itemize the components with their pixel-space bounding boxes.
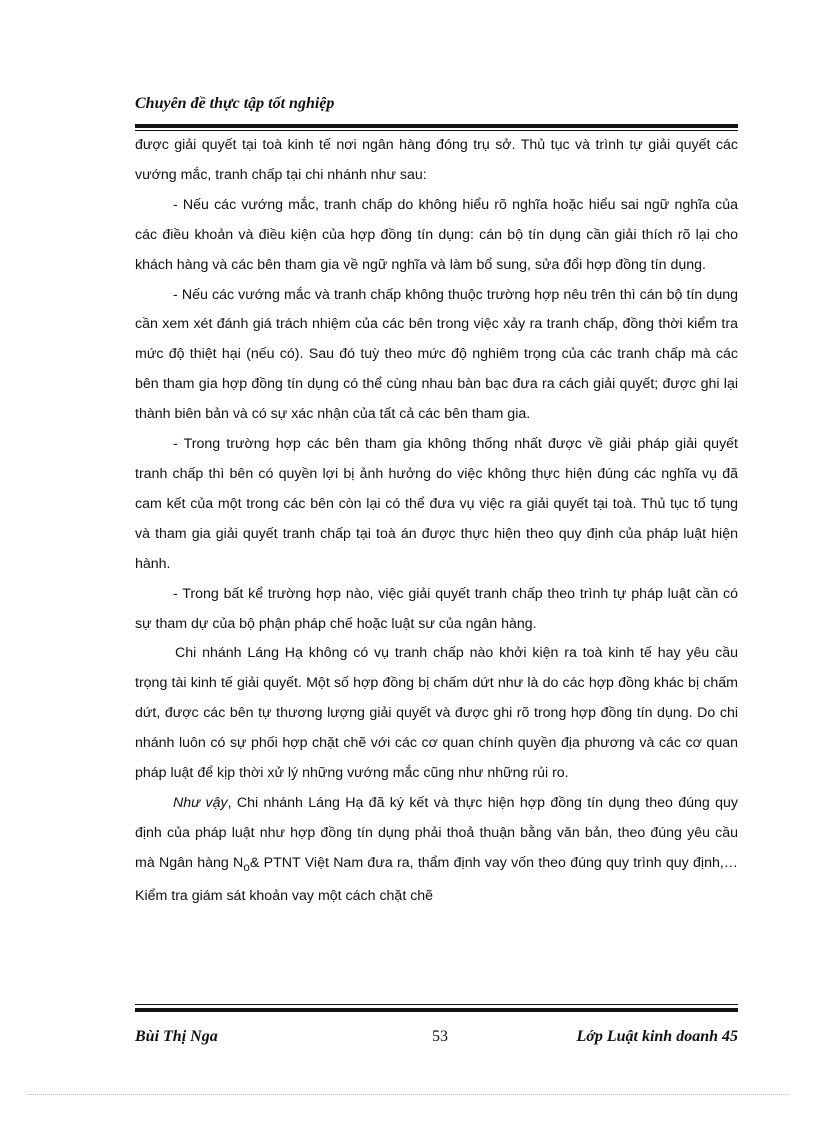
paragraph-3: - Nếu các vướng mắc và tranh chấp không thuộc trường hợp nêu trên thì cán bộ tín dụng cần xem xét đánh giá trách nhiệm của các bên trong việc xảy ra tranh chấp, đồng thời kiểm tra mức độ thiệt hại (nếu có). Sau đó tuỳ theo mức độ nghiêm trọng của các tranh chấp mà các bên tham gia hợp đồng tín dụng có thể cùng nhau bàn bạc đưa ra cách giải quyết; được ghi lại thành biên bản và có sự xác nhận của tất cả các bên tham gia. xyxy=(135,286,738,423)
footer-rule-thick xyxy=(135,1008,738,1012)
paragraph-1: được giải quyết tại toà kinh tế nơi ngân hàng đóng trụ sở. Thủ tục và trình tự giải quyết các vướng mắc, tranh chấp tại chi nhánh như sau: xyxy=(135,137,738,183)
page-edge-divider xyxy=(28,1094,788,1095)
page-header-title: Chuyên đề thực tập tốt nghiệp xyxy=(135,95,335,112)
document-body xyxy=(135,131,738,912)
paragraph-7-text-a: , Chi nhánh Láng Hạ đã ký kết và thực hiện hợp đồng tín dụng theo đúng quy định của pháp luật như hợp đồng tín dụng phải thoả thuận bằng văn bản, theo đúng yêu cầu mà Ngân hàng N xyxy=(135,794,738,871)
paragraph-6: Chi nhánh Láng Hạ không có vụ tranh chấp nào khởi kiện ra toà kinh tế hay yêu cầu trọng tài kinh tế giải quyết. Một số hợp đồng bị chấm dứt như là do các hợp đồng khác bị chấm dứt, được các bên tự thương lượng giải quyết và được ghi rõ trong hợp đồng tín dụng. Do chi nhánh luôn có sự phối hợp chặt chẽ với các cơ quan chính quyền địa phương và các cơ quan pháp luật để kịp thời xử lý những vướng mắc cũng như những rủi ro. xyxy=(135,645,738,782)
emphasis-nhu-vay: Như vậy xyxy=(173,794,228,811)
footer-author: Bùi Thị Nga xyxy=(135,1028,218,1045)
footer-rule-thin xyxy=(135,1004,738,1005)
footer-class-name: Lớp Luật kinh doanh 45 xyxy=(576,1028,738,1045)
paragraph-2: - Nếu các vướng mắc, tranh chấp do không hiểu rõ nghĩa hoặc hiểu sai ngữ nghĩa của các điều khoản và điều kiện của hợp đồng tín dụng: cán bộ tín dụng cần giải thích rõ lại cho khách hàng và các bên tham gia về ngữ nghĩa và làm bổ sung, sửa đổi hợp đồng tín dụng. xyxy=(135,196,738,273)
paragraph-5: - Trong bất kể trường hợp nào, việc giải quyết tranh chấp theo trình tự pháp luật cần có sự tham dự của bộ phận pháp chế hoặc luật sư của ngân hàng. xyxy=(135,585,738,632)
footer-page-number: 53 xyxy=(432,1028,448,1045)
paragraph-7-text-b: & PTNT Việt Nam đưa ra, thẩm định vay vốn theo đúng quy trình quy định,…Kiểm tra giám sát khoản vay một cách chặt chẽ xyxy=(135,854,738,905)
paragraph-4: - Trong trường hợp các bên tham gia không thống nhất được về giải pháp giải quyết tranh chấp thì bên có quyền lợi bị ảnh hưởng do việc không thực hiện đúng các nghĩa vụ đã cam kết của một trong các bên còn lại có thể đưa vụ việc ra giải quyết tại toà. Thủ tục tố tụng và tham gia giải quyết tranh chấp tại toà án được thực hiện theo quy định của pháp luật hiện hành. xyxy=(135,436,738,572)
header-rule-thick xyxy=(135,124,738,128)
paragraph-7 xyxy=(135,789,738,912)
subscript-o: o xyxy=(243,859,250,874)
